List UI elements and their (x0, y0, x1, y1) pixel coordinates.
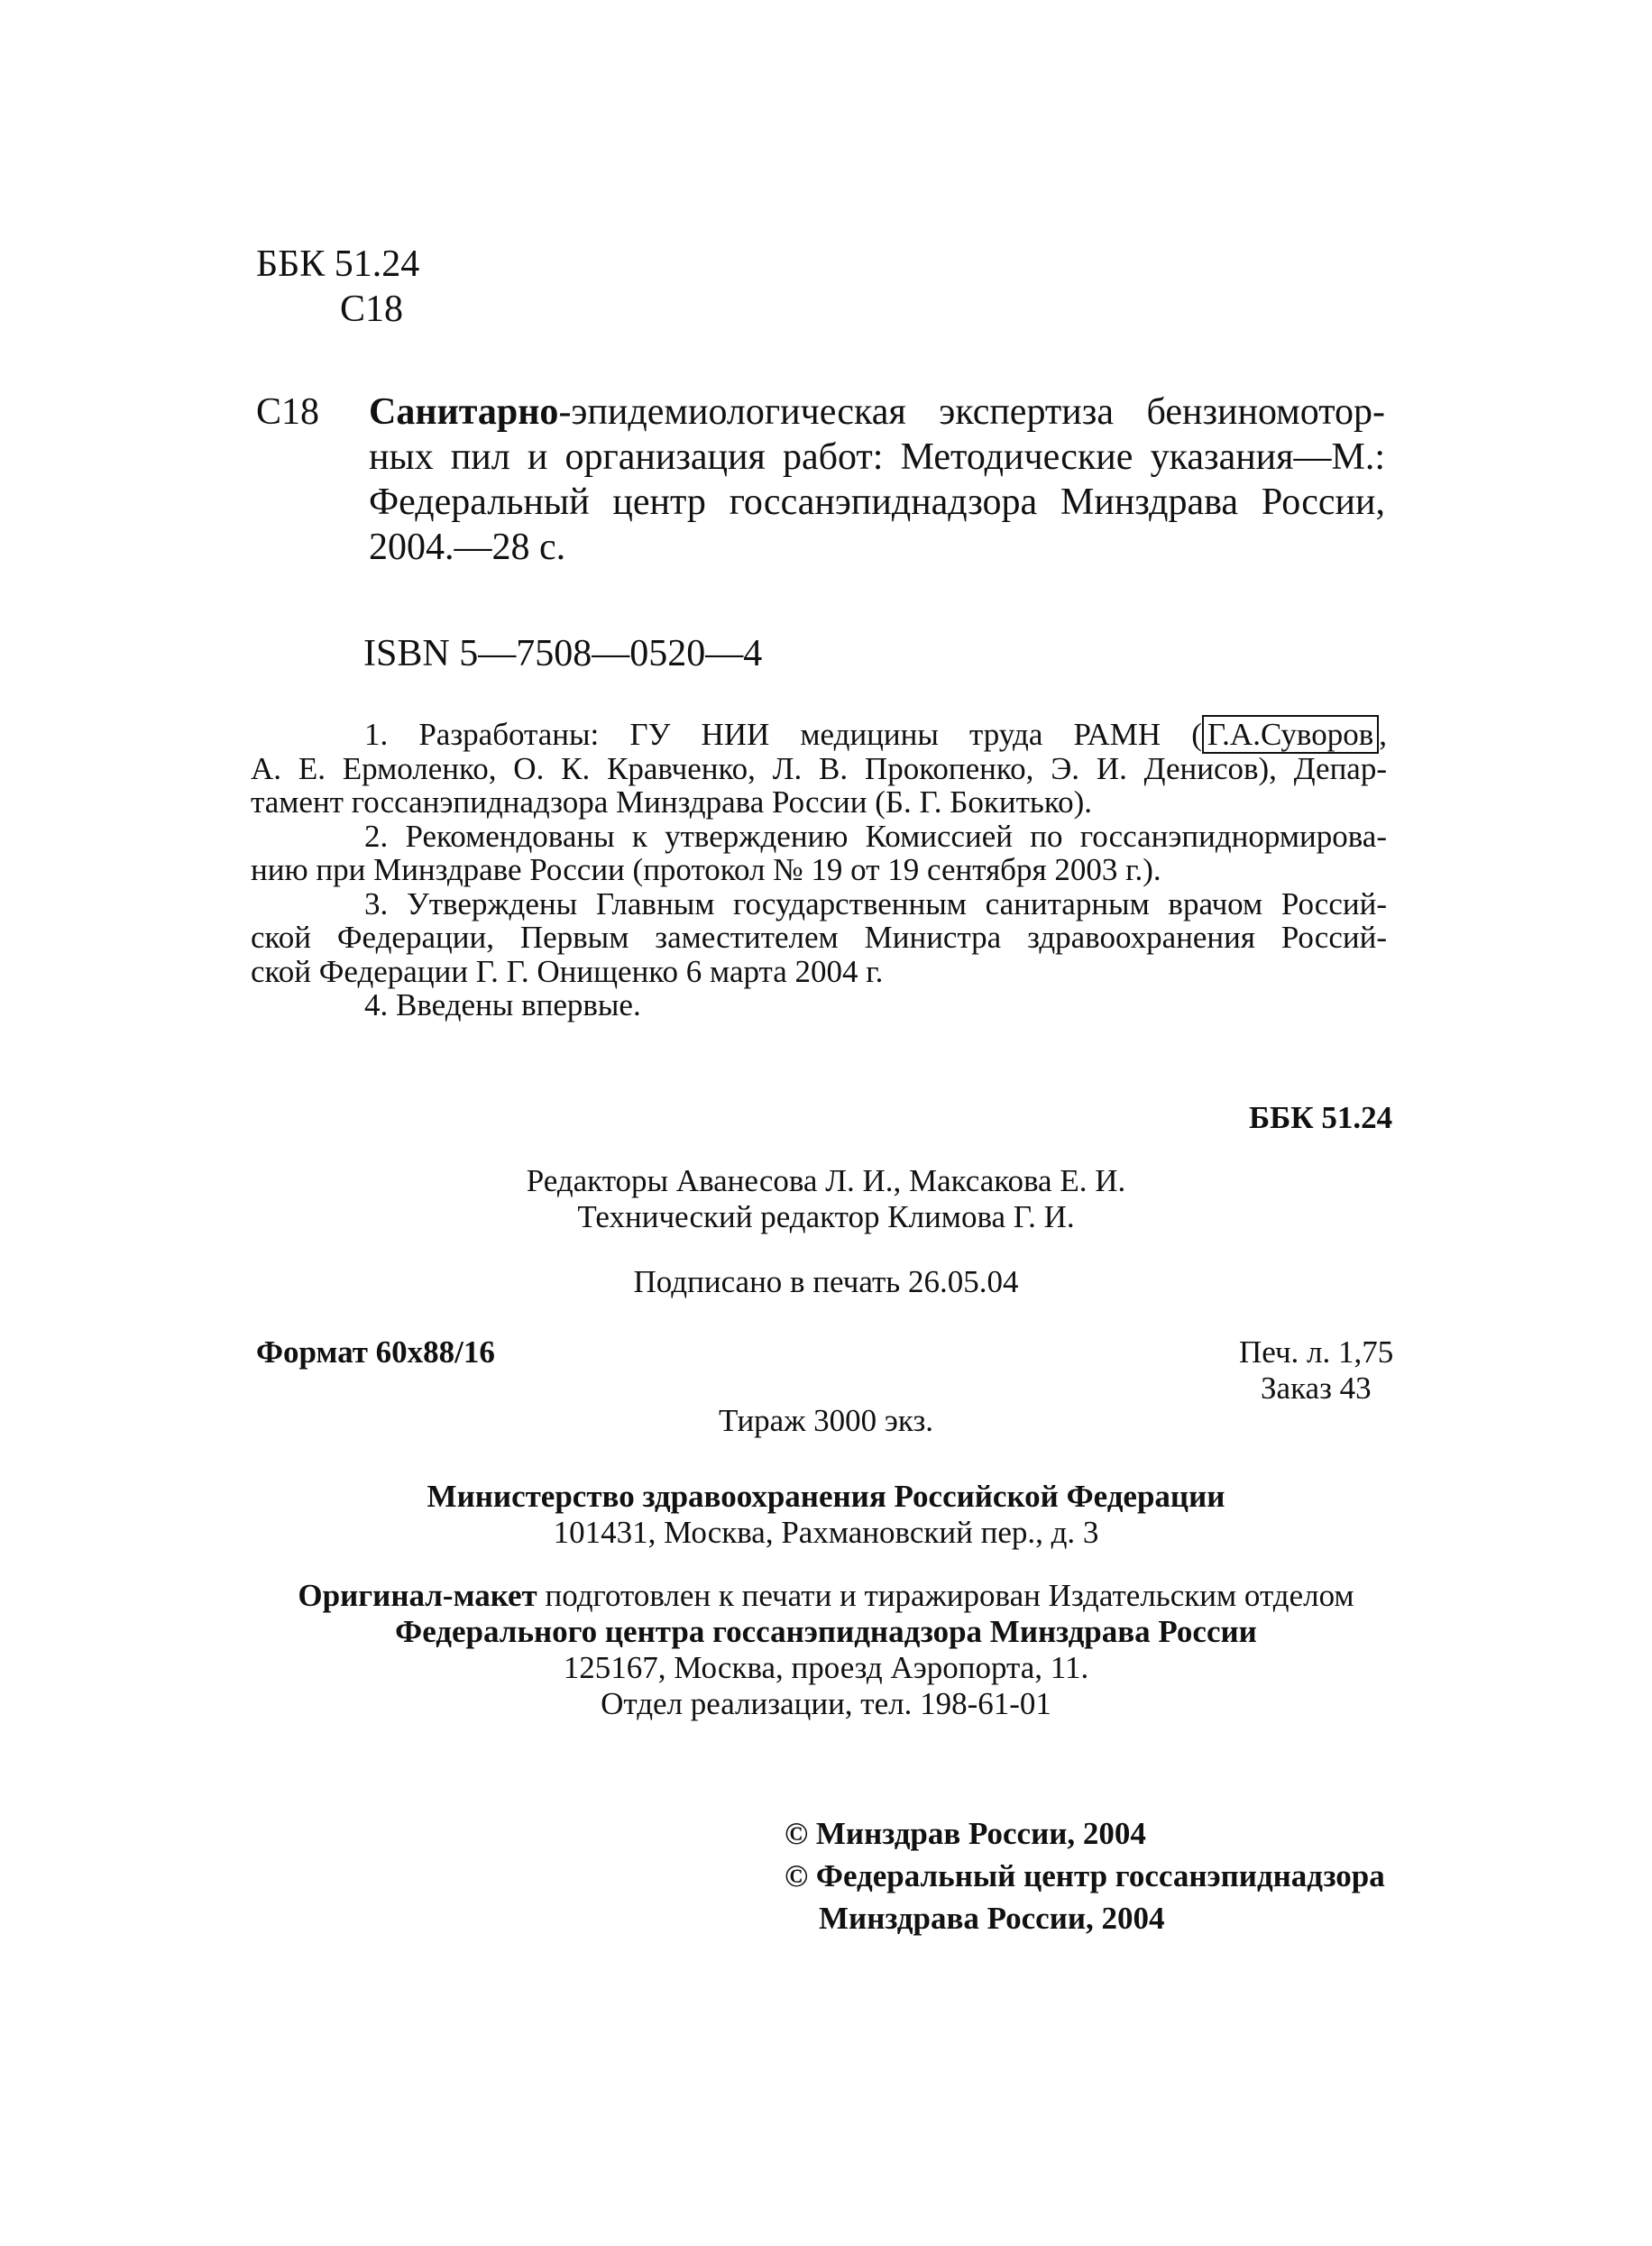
editors-block (0, 1163, 1652, 1235)
orig-bold: Оригинал-макет (298, 1578, 537, 1613)
entry-title-bold: Санитарно (369, 391, 559, 433)
ministry-address: 101431, Москва, Рахмановский пер., д. 3 (553, 1515, 1099, 1550)
bbk-code: ББК 51.24 (256, 243, 420, 285)
item3-line3: ской Федерации Г. Г. Онищенко 6 марта 2004 г. (251, 953, 884, 989)
entry-line-3: Федеральный центр госсанэпиднадзора Минздрава России, (369, 481, 1385, 523)
item3-line2: ской Федерации, Первым заместителем Министра здравоохранения Россий- (251, 920, 1387, 955)
item1-line3: тамент госсанэпиднадзора Минздрава России (Б. Г. Бокитько). (251, 784, 1093, 820)
publisher-address: 125167, Москва, проезд Аэропорта, 11. (563, 1650, 1089, 1685)
entry-line-4: 2004.—28 с. (369, 527, 566, 568)
item1-line2: А. Е. Ермоленко, О. К. Кравченко, Л. В. Прокопенко, Э. И. Денисов), Депар- (251, 750, 1387, 786)
item3-line1: 3. Утверждены Главным государственным санитарным врачом Россий- (364, 885, 1387, 921)
isbn: ISBN 5—7508—0520—4 (363, 633, 763, 674)
format: Формат 60x88/16 (256, 1334, 495, 1370)
order-number: Заказ 43 (1261, 1371, 1372, 1406)
entry-title-rest: -эпидемиологическая экспертиза бензиномотор- (558, 391, 1385, 433)
item1-comma: , (1379, 717, 1387, 752)
signed-date: Подписано в печать 26.05.04 (633, 1264, 1019, 1299)
print-run: Тираж 3000 экз. (718, 1403, 934, 1438)
ministry-name: Министерство здравоохранения Российской Федерации (427, 1479, 1225, 1514)
copyright-1: © Минздрав России, 2004 (785, 1816, 1146, 1851)
bbk-right: ББК 51.24 (1249, 1100, 1393, 1135)
item2-line1: 2. Рекомендованы к утверждению Комиссией по госсанэпиднормирова- (364, 818, 1387, 854)
entry-code: С18 (256, 391, 320, 433)
item4-line1: 4. Введены впервые. (364, 987, 641, 1022)
item1-text: 1. Разработаны: ГУ НИИ медицины труда РАМН ( (364, 717, 1202, 752)
entry-line-2: ных пил и организация работ: Методические указания—М.: (369, 436, 1385, 478)
item2-line2: нию при Минздраве России (протокол № 19 от 19 сентября 2003 г.). (251, 852, 1161, 887)
development-info (251, 717, 1387, 1022)
orig-line1 (0, 1578, 1652, 1614)
entry-line-1 (256, 390, 1385, 435)
copyright-2: © Федеральный центр госсанэпиднадзора (785, 1858, 1385, 1893)
publisher-block (0, 1578, 1652, 1722)
copyright-3: Минздрава России, 2004 (819, 1901, 1165, 1936)
bibliographic-entry (256, 390, 1385, 570)
copyright-block (785, 1812, 1385, 1939)
sales-dept: Отдел реализации, тел. 198-61-01 (601, 1686, 1051, 1721)
tech-editor: Технический редактор Климова Г. И. (577, 1199, 1075, 1234)
pech-list: Печ. л. 1,75 (1239, 1334, 1394, 1370)
boxed-name: Г.А.Суворов (1202, 715, 1379, 754)
orig-line2: Федерального центра госсанэпиднадзора Минздрава России (395, 1614, 1257, 1649)
editors: Редакторы Аванесова Л. И., Максакова Е. И. (526, 1163, 1126, 1198)
author-mark: С18 (340, 289, 404, 330)
ministry-block (0, 1479, 1652, 1551)
item1-line1 (337, 718, 1387, 752)
orig-rest: подготовлен к печати и тиражирован Издательским отделом (537, 1578, 1354, 1613)
